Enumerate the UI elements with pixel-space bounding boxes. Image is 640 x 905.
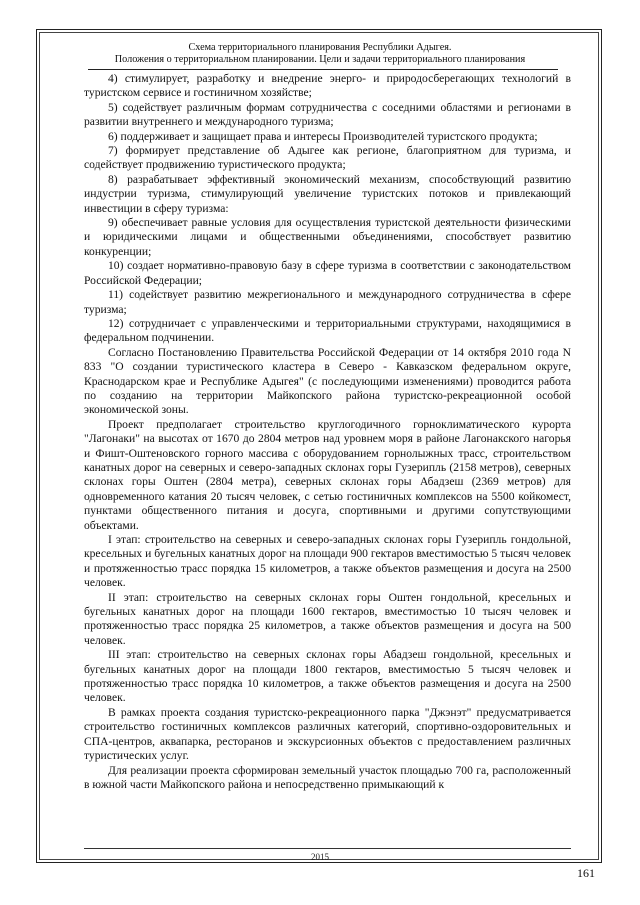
paragraph: В рамках проекта создания туристско-рекреационного парка "Джэнэт" предусматривается строительство гостиничных комплексов различных категорий, спортивно-оздоровительных и СПА-центров, аквапарка, ресторанов и экскурсионных объектов с предоставлением различных туристических услуг. (84, 705, 571, 763)
footer-divider (84, 848, 571, 849)
paragraph: 10) создает нормативно-правовую базу в сфере туризма в соответствии с законодательством Российской Федерации; (84, 259, 571, 287)
paragraph: 7) формирует представление об Адыгее как регионе, благоприятном для туризма, и содействует продвижению туристического продукта; (84, 144, 571, 172)
paragraph: 9) обеспечивает равные условия для осуществления туристской деятельности физическими и юридическими лицами и общественными объединениями, способствует развитию конкуренции; (84, 216, 571, 258)
paragraph: I этап: строительство на северных и северо-западных склонах горы Гузерипль гондольной, кресельных и бугельных канатных дорог на площади 900 гектаров вместимостью 5 тысяч человек и протяженностью трасс порядка 15 километров, а также объектов размещения и досуга на 2500 человек. (84, 533, 571, 590)
footer-year: 2015 (311, 852, 329, 862)
header-divider (88, 69, 558, 70)
paragraph: 4) стимулирует, разработку и внедрение энерго- и природосберегающих технологий в туристском сервисе и гостиничном хозяйстве; (84, 72, 571, 100)
paragraph: 6) поддерживает и защищает права и интересы Производителей туристского продукта; (108, 129, 538, 143)
page-number: 161 (577, 866, 595, 880)
paragraph: 8) разрабатывает эффективный экономический механизм, способствующий развитию индустрии туризма, стимулирующий увеличение туристских потоков и привлекающий инвестиции в сферу туризма: (84, 172, 571, 215)
running-header (60, 42, 580, 66)
header-title: Схема территориального планирования Республики Адыгея. (188, 42, 452, 53)
document-body (84, 72, 571, 792)
header-subtitle: Положения о территориальном планировании. Цели и задачи территориального планирования (114, 54, 526, 65)
paragraph: Проект предполагает строительство круглогодичного горноклиматического курорта "Лагонаки" на высотах от 1670 до 2804 метров над уровнем моря в районе Лагонакского нагорья и Фишт-Оштеновского горного массива с оборудованием горнолыжных трасс, строительством канатных дорог на северных и северо-западных склонах горы Гузерипль (2158 метров), северных склонах горы Оштен (2804 метра), северных склонах горы Абадзеш (2369 метров) для одновременного катания 20 тысяч человек, с сетью гостиничных комплексов на 5500 койкомест, пунктами общественного питания и досуга, спортивными и другими сопутствующими объектами. (84, 417, 571, 532)
paragraph: II этап: строительство на северных склонах горы Оштен гондольной, кресельных и бугельных канатных дорог на площади 1600 гектаров, вместимостью 10 тысяч человек и протяженностью трасс порядка 25 километров, а также объектов размещения и досуга на 500 человек. (84, 590, 571, 647)
paragraph: III этап: строительство на северных склонах горы Абадзеш гондольной, кресельных и бугельных канатных дорог на площади 1800 гектаров, вместимостью 5 тысяч человек и протяженностью трасс порядка 10 километров, а также объектов размещения и досуга на 2500 человек. (84, 648, 571, 705)
paragraph: Для реализации проекта сформирован земельный участок площадью 700 га, расположенный в южной части Майкопского района и непосредственно примыкающий к (84, 763, 571, 791)
paragraph: 12) сотрудничает с управленческими и территориальными структурами, находящимися в федеральном подчинении. (84, 316, 571, 345)
paragraph: 5) содействует различным формам сотрудничества с соседними областями и регионами в развитии внутреннего и международного туризма; (84, 100, 571, 129)
paragraph: 11) содействует развитию межрегионального и международного сотрудничества в сфере туризма; (84, 288, 571, 316)
paragraph: Согласно Постановлению Правительства Российской Федерации от 14 октября 2010 года N 833 "О создании туристического кластера в Северо - Кавказском федеральном округе, Краснодарском крае и Республике Адыгея" (с последующими изменениями) проводится работа по созданию на территории Майкопского района туристско-рекреационной особой экономической зоны. (84, 345, 571, 417)
